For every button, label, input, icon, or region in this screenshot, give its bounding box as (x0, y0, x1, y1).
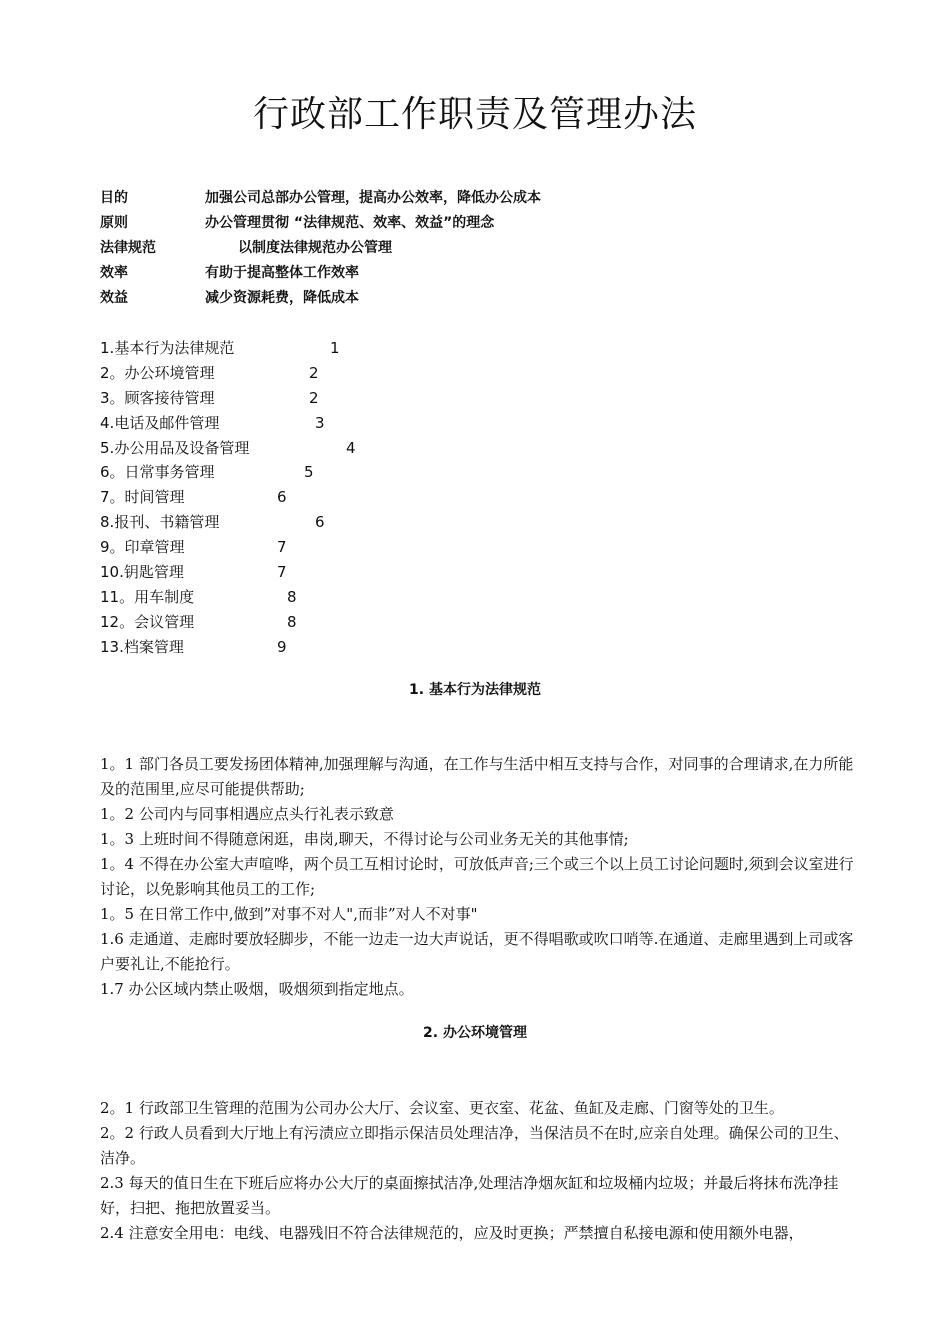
clause-paragraph: 1.7 办公区域内禁止吸烟，吸烟须到指定地点。 (100, 980, 414, 998)
toc-number: 3。 (100, 388, 125, 407)
section-heading: 2. 办公环境管理 (423, 1025, 527, 1041)
toc-label: 基本行为法律规范 (114, 339, 235, 357)
table-of-contents (100, 336, 356, 660)
clause-paragraph: 1.6 走通道、走廊时要放轻脚步，不能一边走一边大声说话，更不得唱歌或吹口哨等.在通道、走廊里遇到上司或客户要礼让,不能抢行。 (100, 930, 854, 973)
toc-page: 6 (315, 513, 325, 532)
toc-number: 5. (100, 438, 115, 457)
toc-number: 11。 (100, 587, 135, 606)
toc-item[interactable] (100, 411, 325, 436)
toc-number: 1. (100, 339, 115, 357)
clause-paragraph: 1。1 部门各员工要发扬团体精神,加强理解与沟通，在工作与生活中相互支持与合作，对同事的合理请求,在力所能及的范围里,应尽可能提供帮助; (100, 755, 854, 798)
toc-page: 8 (287, 612, 297, 631)
toc-label: 时间管理 (124, 488, 185, 507)
principle-value: 有助于提高整体工作效率 (205, 265, 359, 281)
section-body (100, 1096, 860, 1246)
principle-key: 效率 (100, 265, 128, 281)
toc-number: 2。 (100, 363, 125, 382)
toc-label: 钥匙管理 (123, 563, 184, 582)
toc-label: 电话及邮件管理 (114, 413, 220, 432)
section-heading: 1. 基本行为法律规范 (409, 682, 541, 698)
toc-number: 6。 (100, 463, 125, 482)
toc-number: 13. (100, 637, 124, 656)
toc-number: 4. (100, 413, 115, 432)
toc-page: 4 (346, 438, 356, 457)
toc-item[interactable] (100, 386, 319, 411)
toc-item[interactable] (100, 336, 340, 361)
toc-page: 7 (277, 538, 287, 557)
toc-item[interactable] (100, 485, 287, 510)
principle-value: 以制度法律规范办公管理 (238, 240, 392, 256)
toc-item[interactable] (100, 560, 287, 585)
toc-number: 10. (100, 563, 124, 582)
toc-number: 7。 (100, 488, 125, 507)
toc-number: 8. (100, 513, 115, 532)
toc-label: 顾客接待管理 (124, 388, 215, 407)
toc-number: 9。 (100, 538, 125, 557)
toc-page: 8 (287, 587, 297, 606)
clause-paragraph: 2.4 注意安全用电：电线、电器残旧不符合法律规范的，应及时更换；严禁擅自私接电源和使用额外电器， (100, 1224, 804, 1242)
toc-item[interactable] (100, 635, 287, 660)
toc-page: 3 (315, 413, 325, 432)
toc-item[interactable] (100, 361, 319, 386)
toc-page: 5 (304, 463, 314, 482)
toc-item[interactable] (100, 585, 297, 610)
toc-label: 会议管理 (134, 612, 195, 631)
toc-item[interactable] (100, 510, 325, 535)
clause-paragraph: 1。3 上班时间不得随意闲逛，串岗,聊天，不得讨论与公司业务无关的其他事情; (100, 830, 629, 848)
toc-page: 2 (309, 388, 319, 407)
principle-key: 法律规范 (100, 240, 156, 256)
toc-number: 12。 (100, 612, 135, 631)
clause-paragraph: 2。2 行政人员看到大厅地上有污渍应立即指示保洁员处理洁净，当保洁员不在时,应亲自处理。确保公司的卫生、洁净。 (100, 1124, 849, 1167)
toc-page: 9 (277, 637, 287, 656)
toc-label: 办公环境管理 (124, 363, 215, 382)
clause-paragraph: 1。4 不得在办公室大声喧哗，两个员工互相讨论时，可放低声音;三个或三个以上员工讨论问题时,须到会议室进行讨论，以免影响其他员工的工作; (100, 855, 854, 898)
toc-page: 6 (277, 488, 287, 507)
principle-value: 加强公司总部办公管理，提高办公效率，降低办公成本 (205, 190, 541, 206)
principle-key: 目的 (100, 190, 128, 206)
principle-key: 效益 (100, 290, 128, 306)
toc-page: 7 (277, 563, 287, 582)
toc-page: 1 (330, 339, 340, 357)
toc-label: 报刊、书籍管理 (114, 513, 220, 532)
clause-paragraph: 1。2 公司内与同事相遇应点头行礼表示致意 (100, 805, 394, 823)
clause-paragraph: 2。1 行政部卫生管理的范围为公司办公大厅、会议室、更衣室、花盆、鱼缸及走廊、门窗等处的卫生。 (100, 1099, 784, 1117)
toc-item[interactable] (100, 460, 314, 485)
principle-value: 减少资源耗费，降低成本 (205, 290, 359, 306)
principle-value: 办公管理贯彻 “法律规范、效率、效益”的理念 (205, 215, 495, 231)
toc-label: 办公用品及设备管理 (114, 438, 250, 457)
principle-key: 原则 (100, 215, 128, 231)
toc-item[interactable] (100, 535, 287, 560)
clause-paragraph: 1。5 在日常工作中,做到”对事不对人",而非”对人不对事" (100, 905, 478, 923)
toc-label: 用车制度 (134, 587, 195, 606)
toc-label: 印章管理 (124, 538, 185, 557)
document-title: 行政部工作职责及管理办法 (252, 94, 697, 135)
section-body (100, 752, 860, 1002)
toc-page: 2 (309, 363, 319, 382)
toc-label: 档案管理 (123, 637, 184, 656)
toc-item[interactable] (100, 436, 356, 461)
toc-item[interactable] (100, 610, 297, 635)
clause-paragraph: 2.3 每天的值日生在下班后应将办公大厅的桌面擦拭洁净,处理洁净烟灰缸和垃圾桶内垃圾；并最后将抹布洗净挂好，扫把、拖把放置妥当。 (100, 1174, 839, 1217)
toc-label: 日常事务管理 (124, 463, 215, 482)
